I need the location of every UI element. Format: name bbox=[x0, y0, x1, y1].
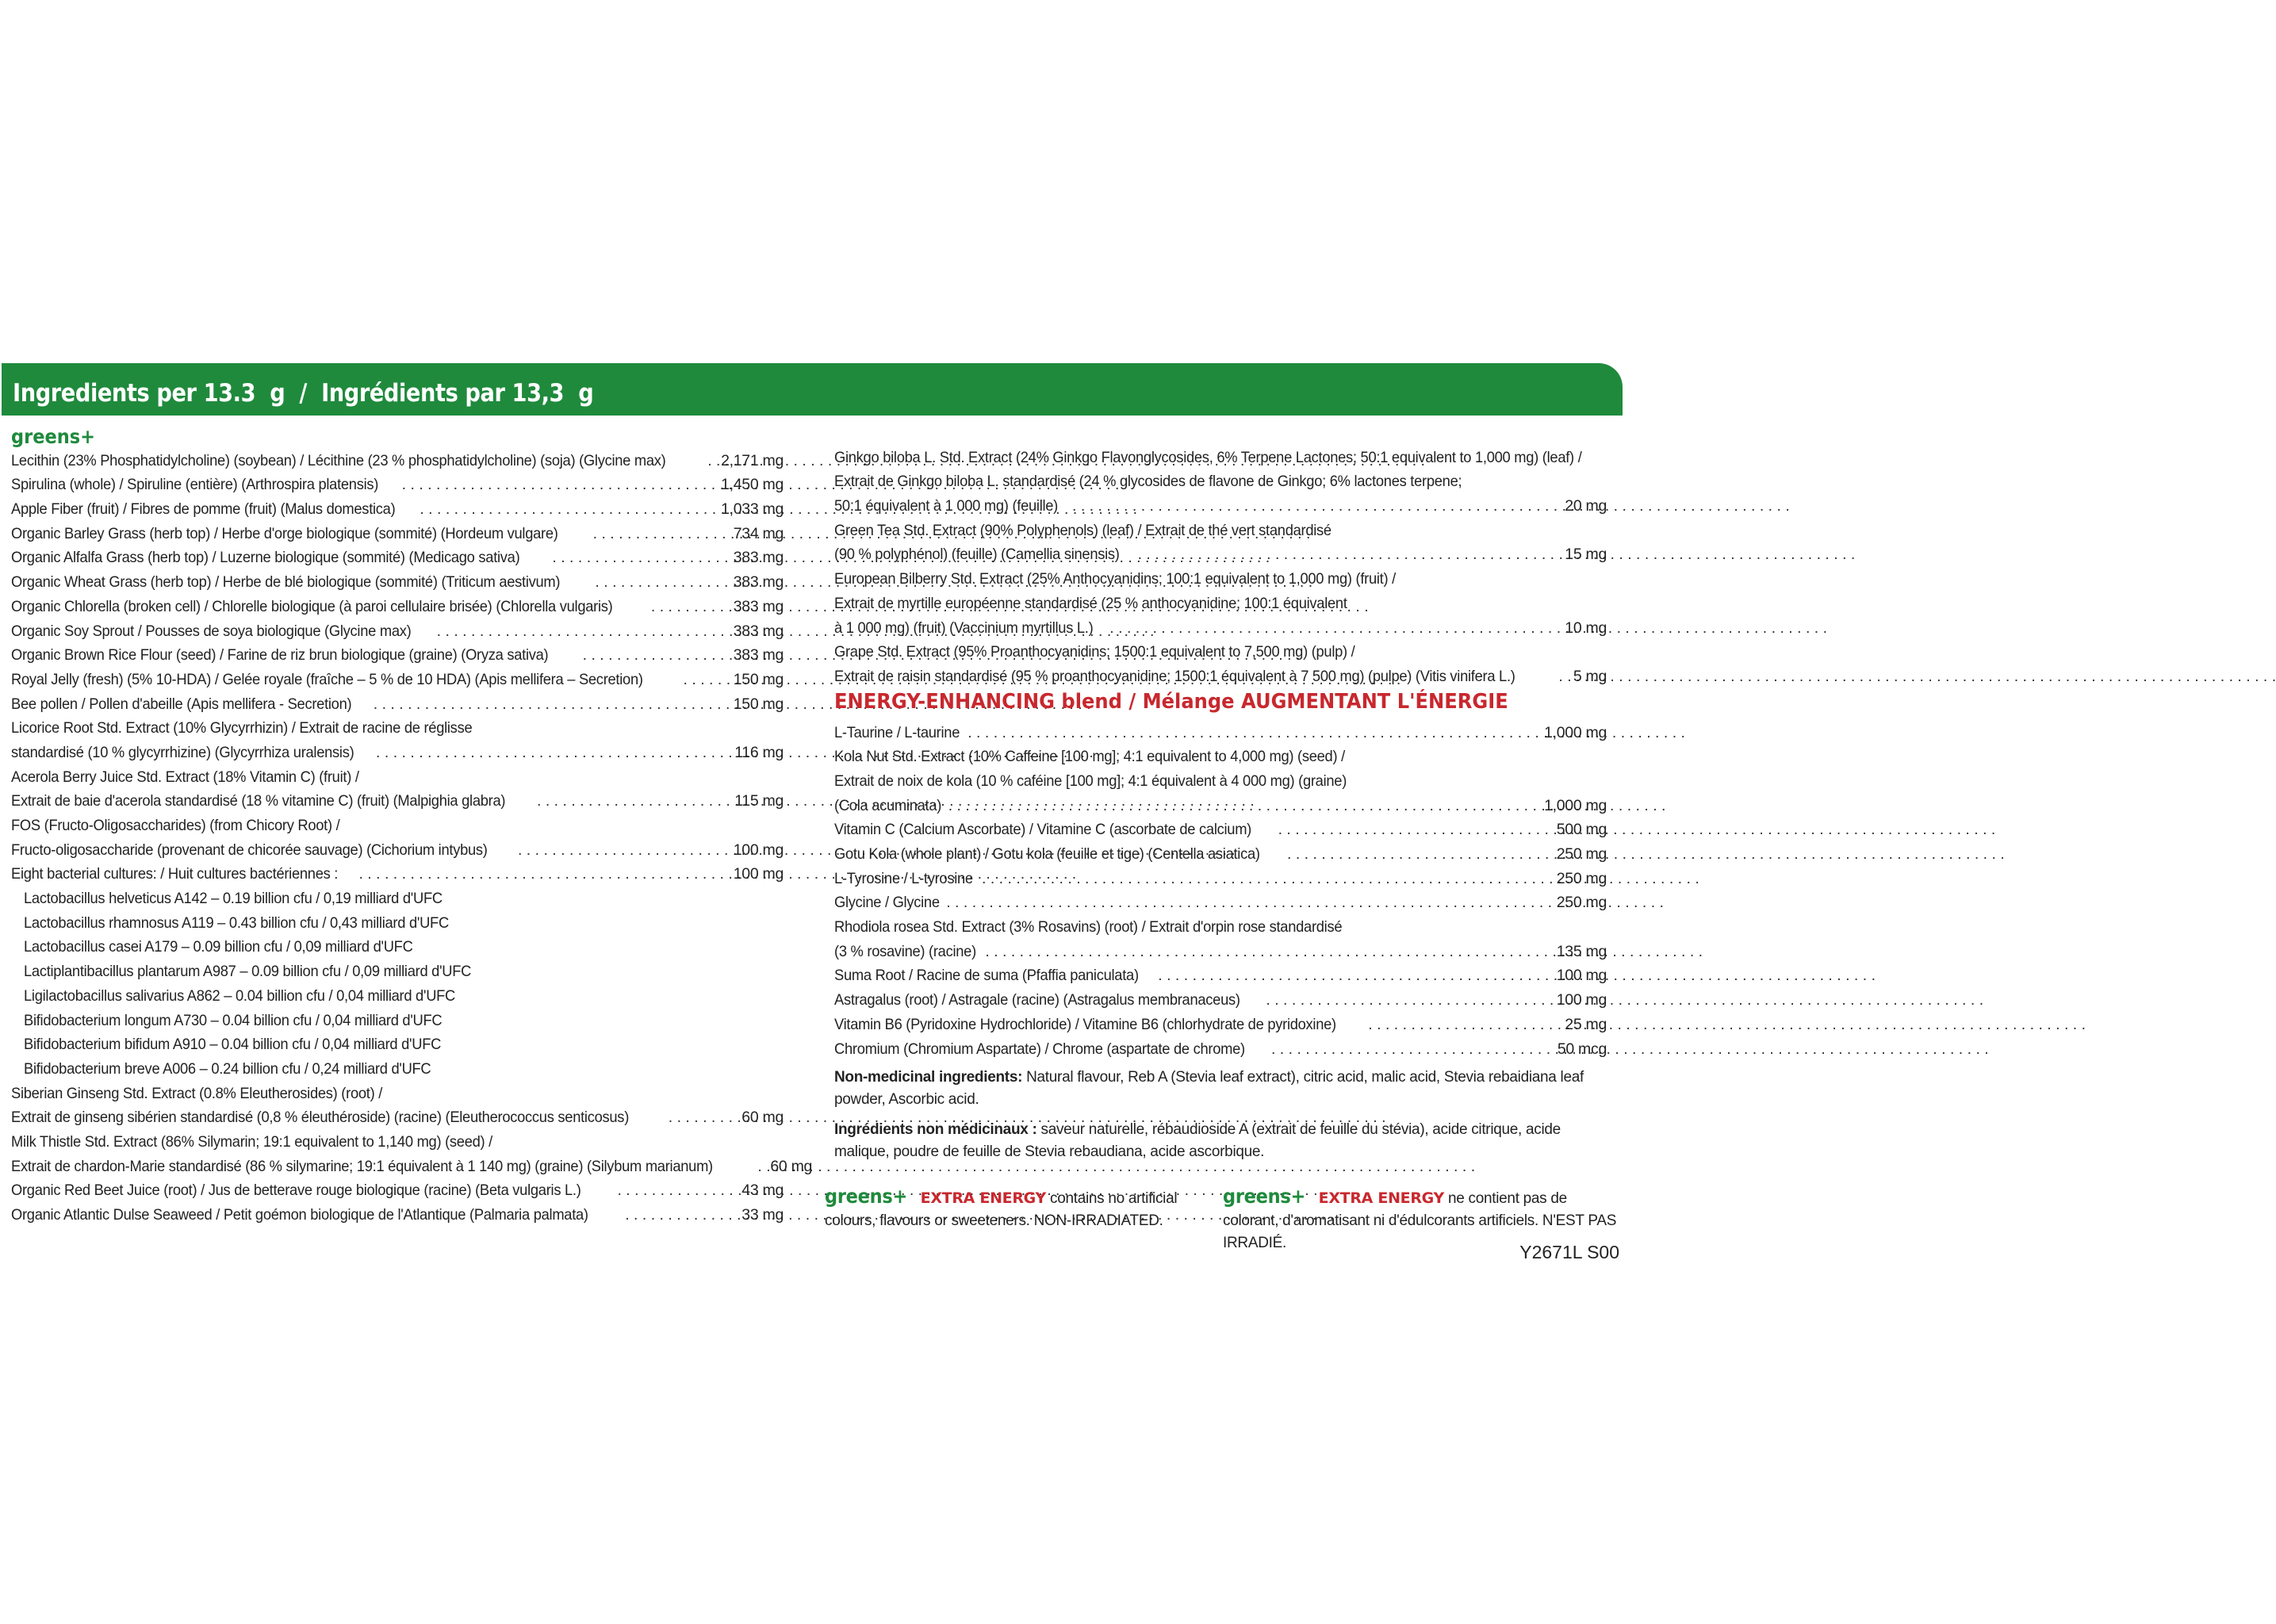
leader-dots bbox=[437, 622, 729, 641]
ingredient-row bbox=[834, 1009, 1607, 1034]
ingredient-row bbox=[11, 1200, 784, 1224]
leader-dots bbox=[402, 476, 716, 494]
ingredient-row bbox=[11, 908, 784, 933]
ingredient-row bbox=[834, 815, 1607, 840]
claim-en bbox=[825, 1186, 1197, 1232]
ingredient-row bbox=[834, 912, 1607, 936]
ingredient-row bbox=[11, 446, 784, 470]
ingredient-row bbox=[11, 714, 784, 738]
ingredient-text: Lecithin (23% Phosphatidylcholine) (soybean) / Lécithine (23 % phosphatidylcholine) (soja) (Glycine max) bbox=[11, 451, 666, 469]
ingredient-amount: 1,033 mg bbox=[721, 500, 784, 519]
ingredient-row bbox=[11, 956, 784, 981]
ingredient-amount: 383 mg bbox=[733, 622, 784, 640]
non-medicinal-fr-label: Ingrédients non médicinaux : bbox=[834, 1120, 1037, 1138]
ingredient-row bbox=[834, 588, 1607, 613]
ingredient-text: (Cola acuminata) bbox=[834, 796, 942, 814]
ingredient-text: Organic Alfalfa Grass (herb top) / Luzerne biologique (sommité) (Medicago sativa) bbox=[11, 549, 520, 567]
ingredient-amount: 60 mg bbox=[770, 1157, 813, 1175]
leader-dots bbox=[684, 671, 729, 689]
ingredient-row bbox=[11, 762, 784, 787]
ingredient-row bbox=[11, 1151, 813, 1176]
leader-dots bbox=[374, 695, 729, 714]
ingredient-row bbox=[11, 787, 784, 811]
non-medicinal-en-label: Non-medicinal ingredients: bbox=[834, 1068, 1023, 1086]
ingredient-amount: 115 mg bbox=[734, 792, 784, 810]
ingredient-row bbox=[834, 766, 1607, 791]
leader-dots bbox=[583, 646, 729, 665]
ingredient-text: (3 % rosavine) (racine) bbox=[834, 942, 976, 960]
ingredient-amount: 250 mg bbox=[1556, 894, 1607, 912]
ingredient-text: Eight bacterial cultures: / Huit cultures bactériennes : bbox=[11, 865, 339, 883]
ingredient-row bbox=[11, 689, 784, 714]
right-column bbox=[834, 442, 1607, 1163]
ingredient-text: Milk Thistle Std. Extract (86% Silymarin; 19:1 equivalent to 1,140 mg) (seed) / bbox=[11, 1132, 492, 1151]
ingredient-text: Organic Brown Rice Flour (seed) / Farine de riz brun biologique (graine) (Oryza sativa) bbox=[11, 646, 549, 665]
leader-dots bbox=[420, 500, 716, 519]
ingredient-text: Organic Wheat Grass (herb top) / Herbe de blé biologique (sommité) (Triticum aestivum) bbox=[11, 573, 561, 592]
ingredient-row bbox=[11, 737, 784, 762]
ingredient-row bbox=[834, 491, 1607, 515]
ingredient-row bbox=[11, 1078, 784, 1103]
ingredient-text: Vitamin C (Calcium Ascorbate) / Vitamine C (ascorbate de calcium) bbox=[834, 821, 1252, 839]
ingredient-row bbox=[11, 494, 784, 519]
ingredient-text: Royal Jelly (fresh) (5% 10-HDA) / Gelée royale (fraîche – 5 % de 10 HDA) (Apis mellifera – Secretion) bbox=[11, 670, 643, 688]
ingredient-text: Extrait de chardon-Marie standardisé (86 % silymarine; 19:1 équivalent à 1 140 mg) (graine) (Silybum marianum) bbox=[11, 1157, 713, 1175]
non-medicinal-en-text: Natural flavour, Reb A (Stevia leaf extract), citric acid, malic acid, Stevia rebaidiana leaf powder, Ascorbic acid. bbox=[834, 1068, 1584, 1108]
ingredient-row bbox=[834, 888, 1607, 913]
ingredient-text: (90 % polyphénol) (feuille) (Camellia sinensis) bbox=[834, 546, 1120, 564]
ingredient-text: Bifidobacterium longum A730 – 0.04 billion cfu / 0,04 milliard d'UFC bbox=[24, 1011, 443, 1029]
ingredient-row bbox=[834, 961, 1607, 986]
ingredient-text: à 1 000 mg) (fruit) (Vaccinium myrtillus L.) bbox=[834, 619, 1094, 637]
claim-fr-text: ne contient pas de colorant, d'aromatisant ni d'édulcorants artificiels. N'EST PAS IRRADIÉ. bbox=[1223, 1190, 1617, 1251]
ingredient-amount: 100 mg bbox=[1556, 967, 1607, 985]
ingredient-text: Bifidobacterium breve A006 – 0.24 billion cfu / 0,24 milliard d'UFC bbox=[24, 1059, 431, 1078]
ingredient-text: Ligilactobacillus salivarius A862 – 0.04 billion cfu / 0,04 milliard d'UFC bbox=[24, 986, 456, 1005]
ingredient-text: L-Tyrosine / L-tyrosine bbox=[834, 869, 973, 887]
claim-en-brand: greens+ bbox=[825, 1185, 908, 1208]
leader-dots bbox=[1287, 845, 1552, 864]
ingredient-text: Organic Soy Sprout / Pousses de soya biologique (Glycine max) bbox=[11, 622, 412, 640]
ingredient-row bbox=[834, 467, 1607, 492]
leader-dots bbox=[625, 1206, 737, 1224]
ingredient-row bbox=[834, 564, 1607, 588]
leader-dots bbox=[376, 744, 730, 762]
ingredient-amount: 15 mg bbox=[1565, 546, 1607, 564]
ingredient-text: 50:1 équivalent à 1 000 mg) (feuille) bbox=[834, 497, 1059, 515]
leader-dots bbox=[518, 841, 729, 860]
leader-dots bbox=[982, 870, 1552, 888]
ingredient-text: standardisé (10 % glycyrrhizine) (Glycyrrhiza uralensis) bbox=[11, 743, 354, 761]
ingredient-amount: 734 mg bbox=[733, 524, 784, 542]
ingredient-row bbox=[834, 540, 1607, 565]
ingredient-text: Organic Atlantic Dulse Seaweed / Petit goémon biologique de l'Atlantique (Palmaria palmata) bbox=[11, 1206, 588, 1224]
leader-dots bbox=[1271, 1040, 1553, 1059]
claim-en-text: contains no artificial colours, flavours or sweeteners. NON-IRRADIATED. bbox=[825, 1190, 1178, 1229]
ingredient-row bbox=[11, 543, 784, 568]
ingredient-text: Spirulina (whole) / Spiruline (entière) (Arthrospira platensis) bbox=[11, 476, 379, 494]
ingredient-row bbox=[11, 981, 784, 1005]
header-band bbox=[2, 363, 1623, 416]
ingredient-amount: 2,171 mg bbox=[721, 451, 784, 469]
ingredient-text: Gotu Kola (whole plant) / Gotu kola (feuille et tige) (Centella asiatica) bbox=[834, 845, 1260, 863]
ingredient-amount: 383 mg bbox=[733, 597, 784, 615]
ingredient-text: Astragalus (root) / Astragale (racine) (Astragalus membranaceus) bbox=[834, 991, 1240, 1009]
claim-fr-brand: greens+ bbox=[1223, 1185, 1306, 1208]
leader-dots bbox=[1278, 821, 1552, 839]
ingredient-amount: 150 mg bbox=[733, 695, 784, 713]
ingredient-amount: 1,000 mg bbox=[1544, 723, 1607, 741]
non-medicinal-en bbox=[834, 1067, 1607, 1111]
ingredient-amount: 135 mg bbox=[1556, 942, 1607, 960]
ingredient-amount: 100 mg bbox=[733, 841, 784, 859]
ingredient-amount: 383 mg bbox=[733, 549, 784, 567]
ingredient-amount: 250 mg bbox=[1556, 869, 1607, 887]
ingredient-row bbox=[11, 641, 784, 665]
ingredient-amount: 383 mg bbox=[733, 573, 784, 592]
ingredient-text: Extrait de ginseng sibérien standardisé (0,8 % éleuthéroside) (racine) (Eleutherococcus senticosus) bbox=[11, 1109, 630, 1127]
ingredient-amount: 250 mg bbox=[1556, 845, 1607, 863]
leader-dots bbox=[757, 1158, 765, 1176]
ingredient-text: Lactobacillus rhamnosus A119 – 0.43 billion cfu / 0,43 milliard d'UFC bbox=[24, 914, 449, 932]
leader-dots bbox=[1138, 546, 1561, 564]
ingredient-row bbox=[11, 1176, 784, 1201]
ingredient-amount: 1,450 mg bbox=[721, 476, 784, 494]
ingredient-row bbox=[834, 742, 1607, 767]
leader-dots bbox=[707, 452, 716, 470]
ingredient-row bbox=[11, 519, 784, 543]
ingredient-row bbox=[834, 1034, 1607, 1059]
ingredient-row bbox=[11, 1054, 784, 1078]
ingredient-row bbox=[834, 442, 1607, 467]
ingredient-text: Suma Root / Racine de suma (Pfaffia paniculata) bbox=[834, 967, 1139, 985]
leader-dots bbox=[1158, 967, 1551, 985]
ingredient-row bbox=[834, 515, 1607, 540]
ingredient-row bbox=[11, 860, 784, 884]
ingredient-text: Acerola Berry Juice Std. Extract (18% Vitamin C) (fruit) / bbox=[11, 768, 359, 786]
leader-dots bbox=[669, 1109, 738, 1127]
ingredient-row bbox=[834, 985, 1607, 1009]
leader-dots bbox=[1072, 497, 1560, 515]
ingredient-amount: 33 mg bbox=[741, 1206, 784, 1224]
ingredient-row bbox=[834, 936, 1607, 961]
ingredient-text: FOS (Fructo-Oligosaccharides) (from Chicory Root) / bbox=[11, 817, 340, 834]
header-title: Ingredients per 13.3 g / Ingrédients par 13,3 g bbox=[13, 379, 594, 408]
leader-dots bbox=[593, 525, 729, 543]
ingredient-text: Grape Std. Extract (95% Proanthocyanidins; 1500:1 equivalent to 7,500 mg) (pulp) / bbox=[834, 643, 1355, 661]
ingredient-row bbox=[834, 718, 1607, 742]
ingredient-amount: 383 mg bbox=[733, 646, 784, 665]
ingredient-row bbox=[11, 1103, 784, 1128]
ingredient-amount: 500 mg bbox=[1556, 821, 1607, 839]
leader-dots bbox=[946, 894, 1552, 912]
leader-dots bbox=[948, 797, 1539, 815]
ingredient-amount: 60 mg bbox=[741, 1109, 784, 1127]
ingredient-text: Lactobacillus helveticus A142 – 0.19 billion cfu / 0,19 milliard d'UFC bbox=[24, 890, 443, 908]
ingredient-amount: 116 mg bbox=[734, 743, 784, 761]
ingredient-row bbox=[11, 835, 784, 860]
ingredient-text: Extrait de raisin standardisé (95 % proanthocyanidine; 1500:1 équivalent à 7 500 mg) (pulpe) (Vitis vinifera L.) bbox=[834, 667, 1515, 685]
ingredient-text: Rhodiola rosea Std. Extract (3% Rosavins) (root) / Extrait d'orpin rose standardisé bbox=[834, 918, 1343, 936]
product-code: Y2671L S00 bbox=[1519, 1242, 1619, 1262]
left-column bbox=[11, 425, 813, 1224]
ingredient-text: Bee pollen / Pollen d'abeille (Apis mellifera - Secretion) bbox=[11, 695, 352, 713]
leader-dots bbox=[651, 598, 729, 616]
ingredient-text: Organic Chlorella (broken cell) / Chlorelle biologique (à paroi cellulaire brisée) (Chlorella vulgaris) bbox=[11, 597, 613, 615]
ingredient-text: Organic Red Beet Juice (root) / Jus de betterave rouge biologique (racine) (Beta vulgaris L.) bbox=[11, 1182, 581, 1200]
ingredient-text: Extrait de noix de kola (10 % caféine [100 mg]; 4:1 équivalent à 4 000 mg) (graine) bbox=[834, 772, 1347, 790]
ingredient-row bbox=[834, 661, 1607, 686]
ingredient-text: Glycine / Glycine bbox=[834, 894, 940, 912]
energy-ingredient-list bbox=[834, 718, 1607, 1059]
ingredient-text: Kola Nut Std. Extract (10% Caffeine [100 mg]; 4:1 equivalent to 4,000 mg) (seed) / bbox=[834, 748, 1345, 766]
ingredient-text: Bifidobacterium bifidum A910 – 0.04 billion cfu / 0,04 milliard d'UFC bbox=[24, 1036, 442, 1054]
ingredients-label bbox=[0, 363, 1624, 1267]
ingredient-row bbox=[834, 638, 1607, 662]
leader-dots bbox=[967, 724, 1539, 742]
ingredient-text: Licorice Root Std. Extract (10% Glycyrrhizin) / Extrait de racine de réglisse bbox=[11, 719, 473, 737]
ingredient-row bbox=[11, 1030, 784, 1055]
claim-fr-extra-energy: EXTRA ENERGY bbox=[1318, 1189, 1445, 1207]
leader-dots bbox=[617, 1182, 737, 1200]
ingredient-row bbox=[11, 470, 784, 495]
ingredient-amount: 150 mg bbox=[733, 670, 784, 688]
ingredient-row bbox=[11, 883, 784, 908]
ingredient-amount: 5 mg bbox=[1573, 667, 1607, 685]
ingredient-text: Ginkgo biloba L. Std. Extract (24% Ginkgo Flavonglycosides, 6% Terpene Lactones; 50:1 equivalent to 1,000 mg) (leaf) / bbox=[834, 448, 1582, 466]
ingredient-amount: 10 mg bbox=[1565, 619, 1607, 637]
leader-dots bbox=[537, 792, 730, 810]
non-medicinal-fr bbox=[834, 1119, 1607, 1163]
ingredient-text: Lactobacillus casei A179 – 0.09 billion cfu / 0,09 milliard d'UFC bbox=[24, 938, 413, 956]
ingredient-amount: 100 mg bbox=[1556, 991, 1607, 1009]
leader-dots bbox=[1558, 668, 1568, 686]
ingredient-text: Extrait de Ginkgo biloba L. standardisé (24 % glycosides de flavone de Ginkgo; 6% lactones terpene; bbox=[834, 473, 1462, 491]
non-medicinal-fr-text: saveur naturelle, rébaudioside A (extrait de feuille du stévia), acide citrique, acide malique, poudre de feuille de Stevia rebaudiana, acide ascorbique. bbox=[834, 1120, 1561, 1160]
energy-blend-heading: ENERGY-ENHANCING blend / Mélange AUGMENTANT L'ÉNERGIE bbox=[834, 689, 1508, 714]
ingredient-text: Organic Barley Grass (herb top) / Herbe d'orge biologique (sommité) (Hordeum vulgare) bbox=[11, 524, 558, 542]
ingredient-amount: 20 mg bbox=[1565, 497, 1607, 515]
ingredient-row bbox=[11, 1005, 784, 1030]
ingredient-text: Extrait de myrtille européenne standardisé (25 % anthocyanidine; 100:1 équivalent bbox=[834, 594, 1347, 612]
ingredient-row bbox=[11, 567, 784, 592]
leader-dots bbox=[985, 943, 1551, 961]
brand-greens-plus: greens+ bbox=[11, 425, 95, 448]
ingredient-text: Extrait de baie d'acerola standardisé (18 % vitamine C) (fruit) (Malpighia glabra) bbox=[11, 792, 506, 810]
ingredient-row bbox=[11, 1127, 784, 1151]
ingredient-text: Green Tea Std. Extract (90% Polyphenols) (leaf) / Extrait de thé vert standardisé bbox=[834, 521, 1331, 539]
ingredient-text: Apple Fiber (fruit) / Fibres de pomme (fruit) (Malus domestica) bbox=[11, 500, 396, 519]
leader-dots bbox=[595, 573, 728, 592]
leader-dots bbox=[1368, 1016, 1560, 1034]
ingredient-row bbox=[834, 864, 1607, 888]
claim-en-extra-energy: EXTRA ENERGY bbox=[920, 1189, 1047, 1207]
ingredient-row bbox=[11, 616, 784, 641]
right-ingredient-list bbox=[834, 442, 1607, 686]
ingredient-text: European Bilberry Std. Extract (25% Anthocyanidins; 100:1 equivalent to 1,000 mg) (fruit) / bbox=[834, 570, 1396, 588]
ingredient-row bbox=[11, 592, 784, 616]
ingredient-row bbox=[11, 933, 784, 957]
ingredient-text: Fructo-oligosaccharide (provenant de chicorée sauvage) (Cichorium intybus) bbox=[11, 841, 488, 859]
ingredient-amount: 50 mcg bbox=[1557, 1040, 1607, 1058]
ingredient-row bbox=[11, 810, 784, 835]
leader-dots bbox=[1109, 619, 1560, 638]
ingredient-text: Vitamin B6 (Pyridoxine Hydrochloride) / Vitamine B6 (chlorhydrate de pyridoxine) bbox=[834, 1015, 1336, 1033]
ingredient-amount: 43 mg bbox=[741, 1182, 784, 1200]
ingredient-text: Chromium (Chromium Aspartate) / Chrome (aspartate de chrome) bbox=[834, 1040, 1245, 1058]
leader-dots bbox=[1266, 991, 1551, 1009]
ingredient-amount: 25 mg bbox=[1565, 1015, 1607, 1033]
ingredient-row bbox=[834, 839, 1607, 864]
ingredient-text: Lactiplantibacillus plantarum A987 – 0.09 billion cfu / 0,09 milliard d'UFC bbox=[24, 963, 472, 981]
ingredient-row bbox=[834, 791, 1607, 815]
ingredient-text: L-Taurine / L-taurine bbox=[834, 723, 960, 741]
leader-dots bbox=[358, 865, 728, 883]
ingredient-amount: 100 mg bbox=[733, 865, 784, 883]
ingredient-row bbox=[11, 665, 784, 689]
leader-dots bbox=[552, 549, 728, 567]
ingredient-amount: 1,000 mg bbox=[1544, 796, 1607, 814]
ingredient-row bbox=[834, 613, 1607, 638]
ingredient-text: Siberian Ginseng Std. Extract (0.8% Eleutherosides) (root) / bbox=[11, 1084, 383, 1102]
left-ingredient-list bbox=[11, 446, 813, 1224]
